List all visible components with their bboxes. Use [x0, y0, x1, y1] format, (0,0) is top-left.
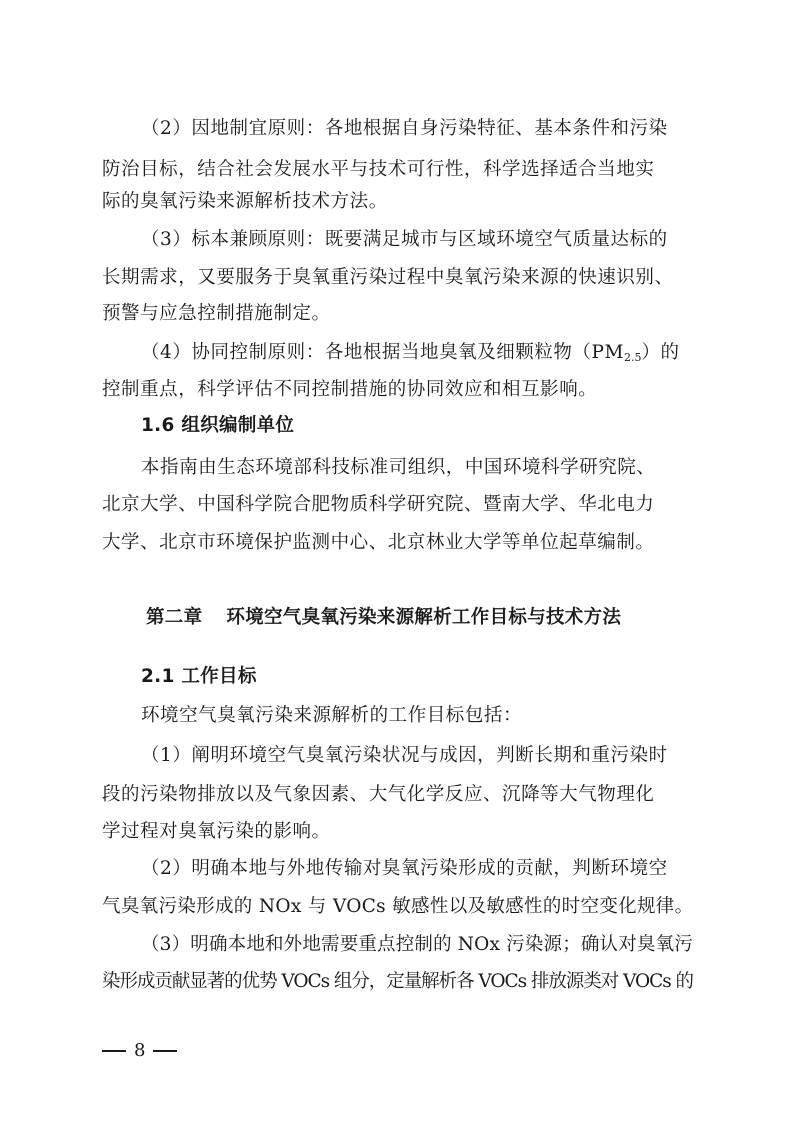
footer-dash-right [153, 1050, 177, 1052]
paragraph-principle-3-line-3: 预警与应急控制措施制定。 [102, 303, 331, 324]
goal-2-line-1: （2）明确本地与外地传输对臭氧污染形成的贡献，判断环境空 [141, 858, 668, 879]
section-1-6-heading: 1.6 组织编制单位 [141, 415, 295, 436]
principle-4-text-b: ）的 [641, 342, 680, 363]
pm-subscript: 2.5 [623, 351, 642, 364]
goal-1-line-3: 学过程对臭氧污染的影响。 [102, 821, 331, 842]
goal-3-line-1: （3）明确本地和外地需要重点控制的 NOx 污染源；确认对臭氧污 [141, 934, 693, 955]
goal-2-line-2: 气臭氧污染形成的 NOx 与 VOCs 敏感性以及敏感性的时空变化规律。 [102, 896, 694, 917]
goal-1-line-1: （1）阐明环境空气臭氧污染状况与成因，判断长期和重污染时 [141, 745, 668, 766]
page-number: 8 [134, 1040, 146, 1061]
goal-3-line-2: 染形成贡献显著的优势 VOCs 组分，定量解析各 VOCs 排放源类对 VOCs 的 [102, 971, 693, 992]
section-2-1-heading: 2.1 工作目标 [141, 666, 257, 687]
paragraph-principle-2-line-1: （2）因地制宜原则：各地根据自身污染特征、基本条件和污染 [141, 118, 668, 139]
paragraph-principle-2-line-2: 防治目标，结合社会发展水平与技术可行性，科学选择适合当地实 [102, 159, 655, 180]
section-1-6-line-3: 大学、北京市环境保护监测中心、北京林业大学等单位起草编制。 [102, 532, 655, 553]
paragraph-principle-3-line-2: 长期需求，又要服务于臭氧重污染过程中臭氧污染来源的快速识别、 [102, 267, 674, 288]
chapter-2-heading [146, 606, 621, 630]
paragraph-principle-4-line-2: 控制重点，科学评估不同控制措施的协同效应和相互影响。 [102, 379, 598, 400]
footer-dash-left [102, 1050, 126, 1052]
section-1-6-line-2: 北京大学、中国科学院合肥物质科学研究院、暨南大学、华北电力 [102, 494, 655, 515]
paragraph-principle-2-line-3: 际的臭氧污染来源解析技术方法。 [102, 191, 388, 212]
paragraph-principle-4-line-1 [141, 341, 680, 370]
goal-1-line-2: 段的污染物排放以及气象因素、大气化学反应、沉降等大气物理化 [102, 784, 655, 805]
principle-4-text-a: （4）协同控制原则：各地根据当地臭氧及细颗粒物（PM [141, 342, 624, 363]
paragraph-principle-3-line-1: （3）标本兼顾原则：既要满足城市与区域环境空气质量达标的 [141, 229, 668, 250]
chapter-2-label: 第二章 [146, 607, 203, 628]
section-2-1-intro: 环境空气臭氧污染来源解析的工作目标包括： [141, 705, 523, 726]
section-1-6-line-1: 本指南由生态环境部科技标准司组织，中国环境科学研究院、 [141, 457, 656, 478]
chapter-2-title: 环境空气臭氧污染来源解析工作目标与技术方法 [226, 607, 622, 628]
page-footer [102, 1040, 177, 1061]
